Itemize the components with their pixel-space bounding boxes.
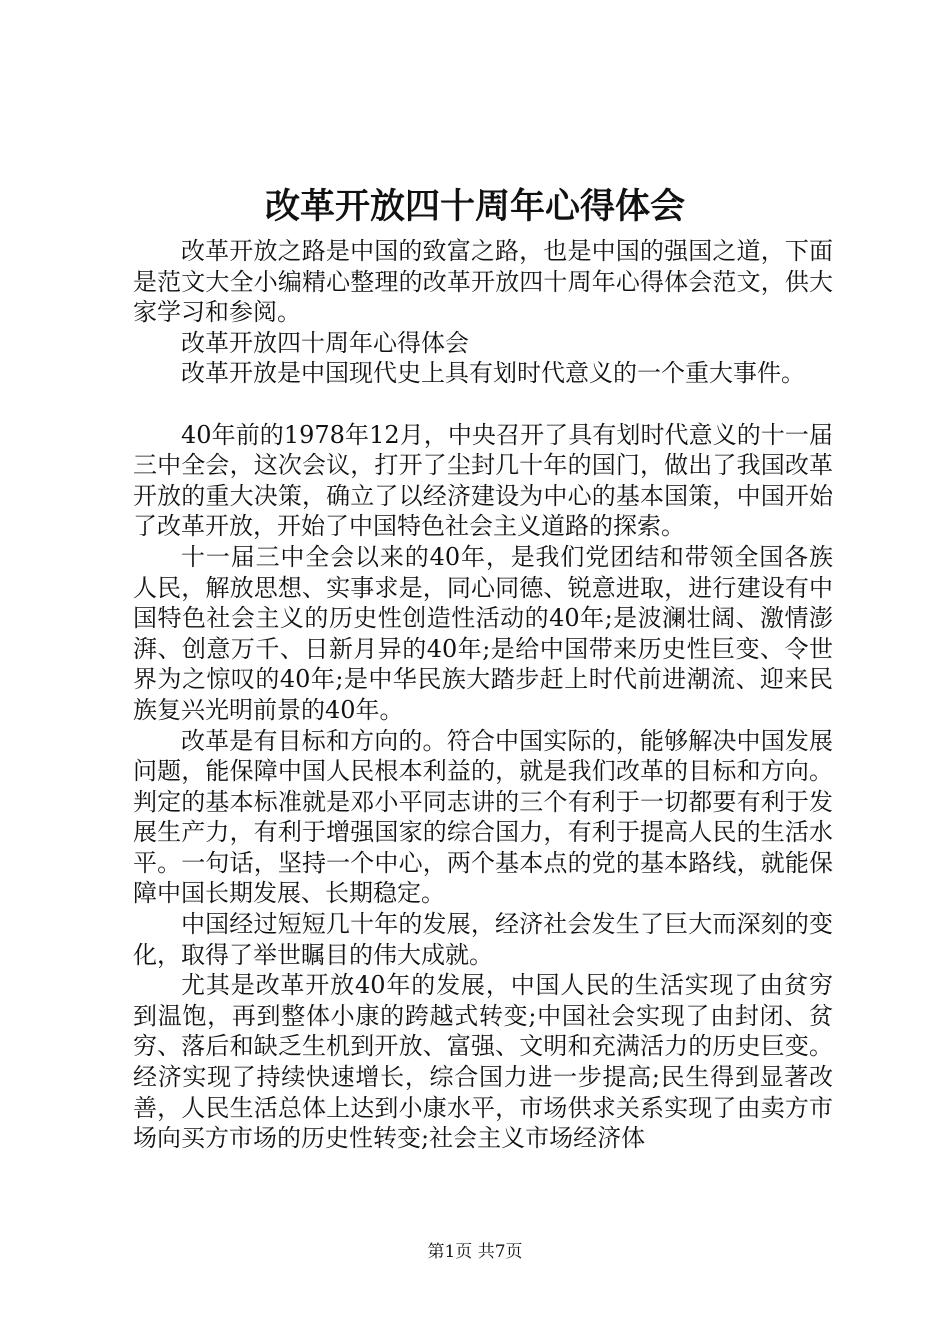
blank-line xyxy=(133,389,833,420)
section-heading: 改革开放四十周年心得体会 xyxy=(181,328,469,357)
body-paragraph: 十一届三中全会以来的40年，是我们党团结和带领全国各族人民，解放思想、实事求是，同心同德、锐意进取，进行建设有中国特色社会主义的历史性创造性活动的40年;是波澜壮阔、激情澎湃、创意万千、日新月异的40年;是给中国带来历史性巨变、令世界为之惊叹的40年;是中华民族大踏步赶上时代前进潮流、迎来民族复兴光明前景的40年。 xyxy=(133,542,833,724)
document-title: 改革开放四十周年心得体会 xyxy=(264,186,685,227)
body-paragraph: 改革是有目标和方向的。符合中国实际的，能够解决中国发展问题，能保障中国人民根本利益的，就是我们改革的目标和方向。判定的基本标准就是邓小平同志讲的三个有利于一切都要有利于发展生产力，有利于增强国家的综合国力，有利于提高人民的生活水平。一句话，坚持一个中心，两个基本点的党的基本路线，就能保障中国长期发展、长期稳定。 xyxy=(133,726,833,908)
document-body xyxy=(133,236,833,1154)
body-paragraph: 40年前的1978年12月，中央召开了具有划时代意义的十一届三中全会，这次会议，打开了尘封几十年的国门，做出了我国改革开放的重大决策，确立了以经济建设为中心的基本国策，中国开始了改革开放，开始了中国特色社会主义道路的探索。 xyxy=(133,420,833,541)
body-paragraph: 改革开放是中国现代史上具有划时代意义的一个重大事件。 xyxy=(181,359,805,388)
body-paragraph: 尤其是改革开放40年的发展，中国人民的生活实现了由贫穷到温饱，再到整体小康的跨越式转变;中国社会实现了由封闭、贫穷、落后和缺乏生机到开放、富强、文明和充满活力的历史巨变。经济实现了持续快速增长，综合国力进一步提高;民生得到显著改善，人民生活总体上达到小康水平，市场供求关系实现了由卖方市场向买方市场的历史性转变;社会主义市场经济体 xyxy=(133,971,833,1153)
body-paragraph: 中国经过短短几十年的发展，经济社会发生了巨大而深刻的变化，取得了举世瞩目的伟大成就。 xyxy=(133,910,833,969)
intro-paragraph: 改革开放之路是中国的致富之路，也是中国的强国之道，下面是范文大全小编精心整理的改革开放四十周年心得体会范文，供大家学习和参阅。 xyxy=(133,237,833,327)
page-number-footer: 第1页 共7页 xyxy=(427,1242,523,1262)
